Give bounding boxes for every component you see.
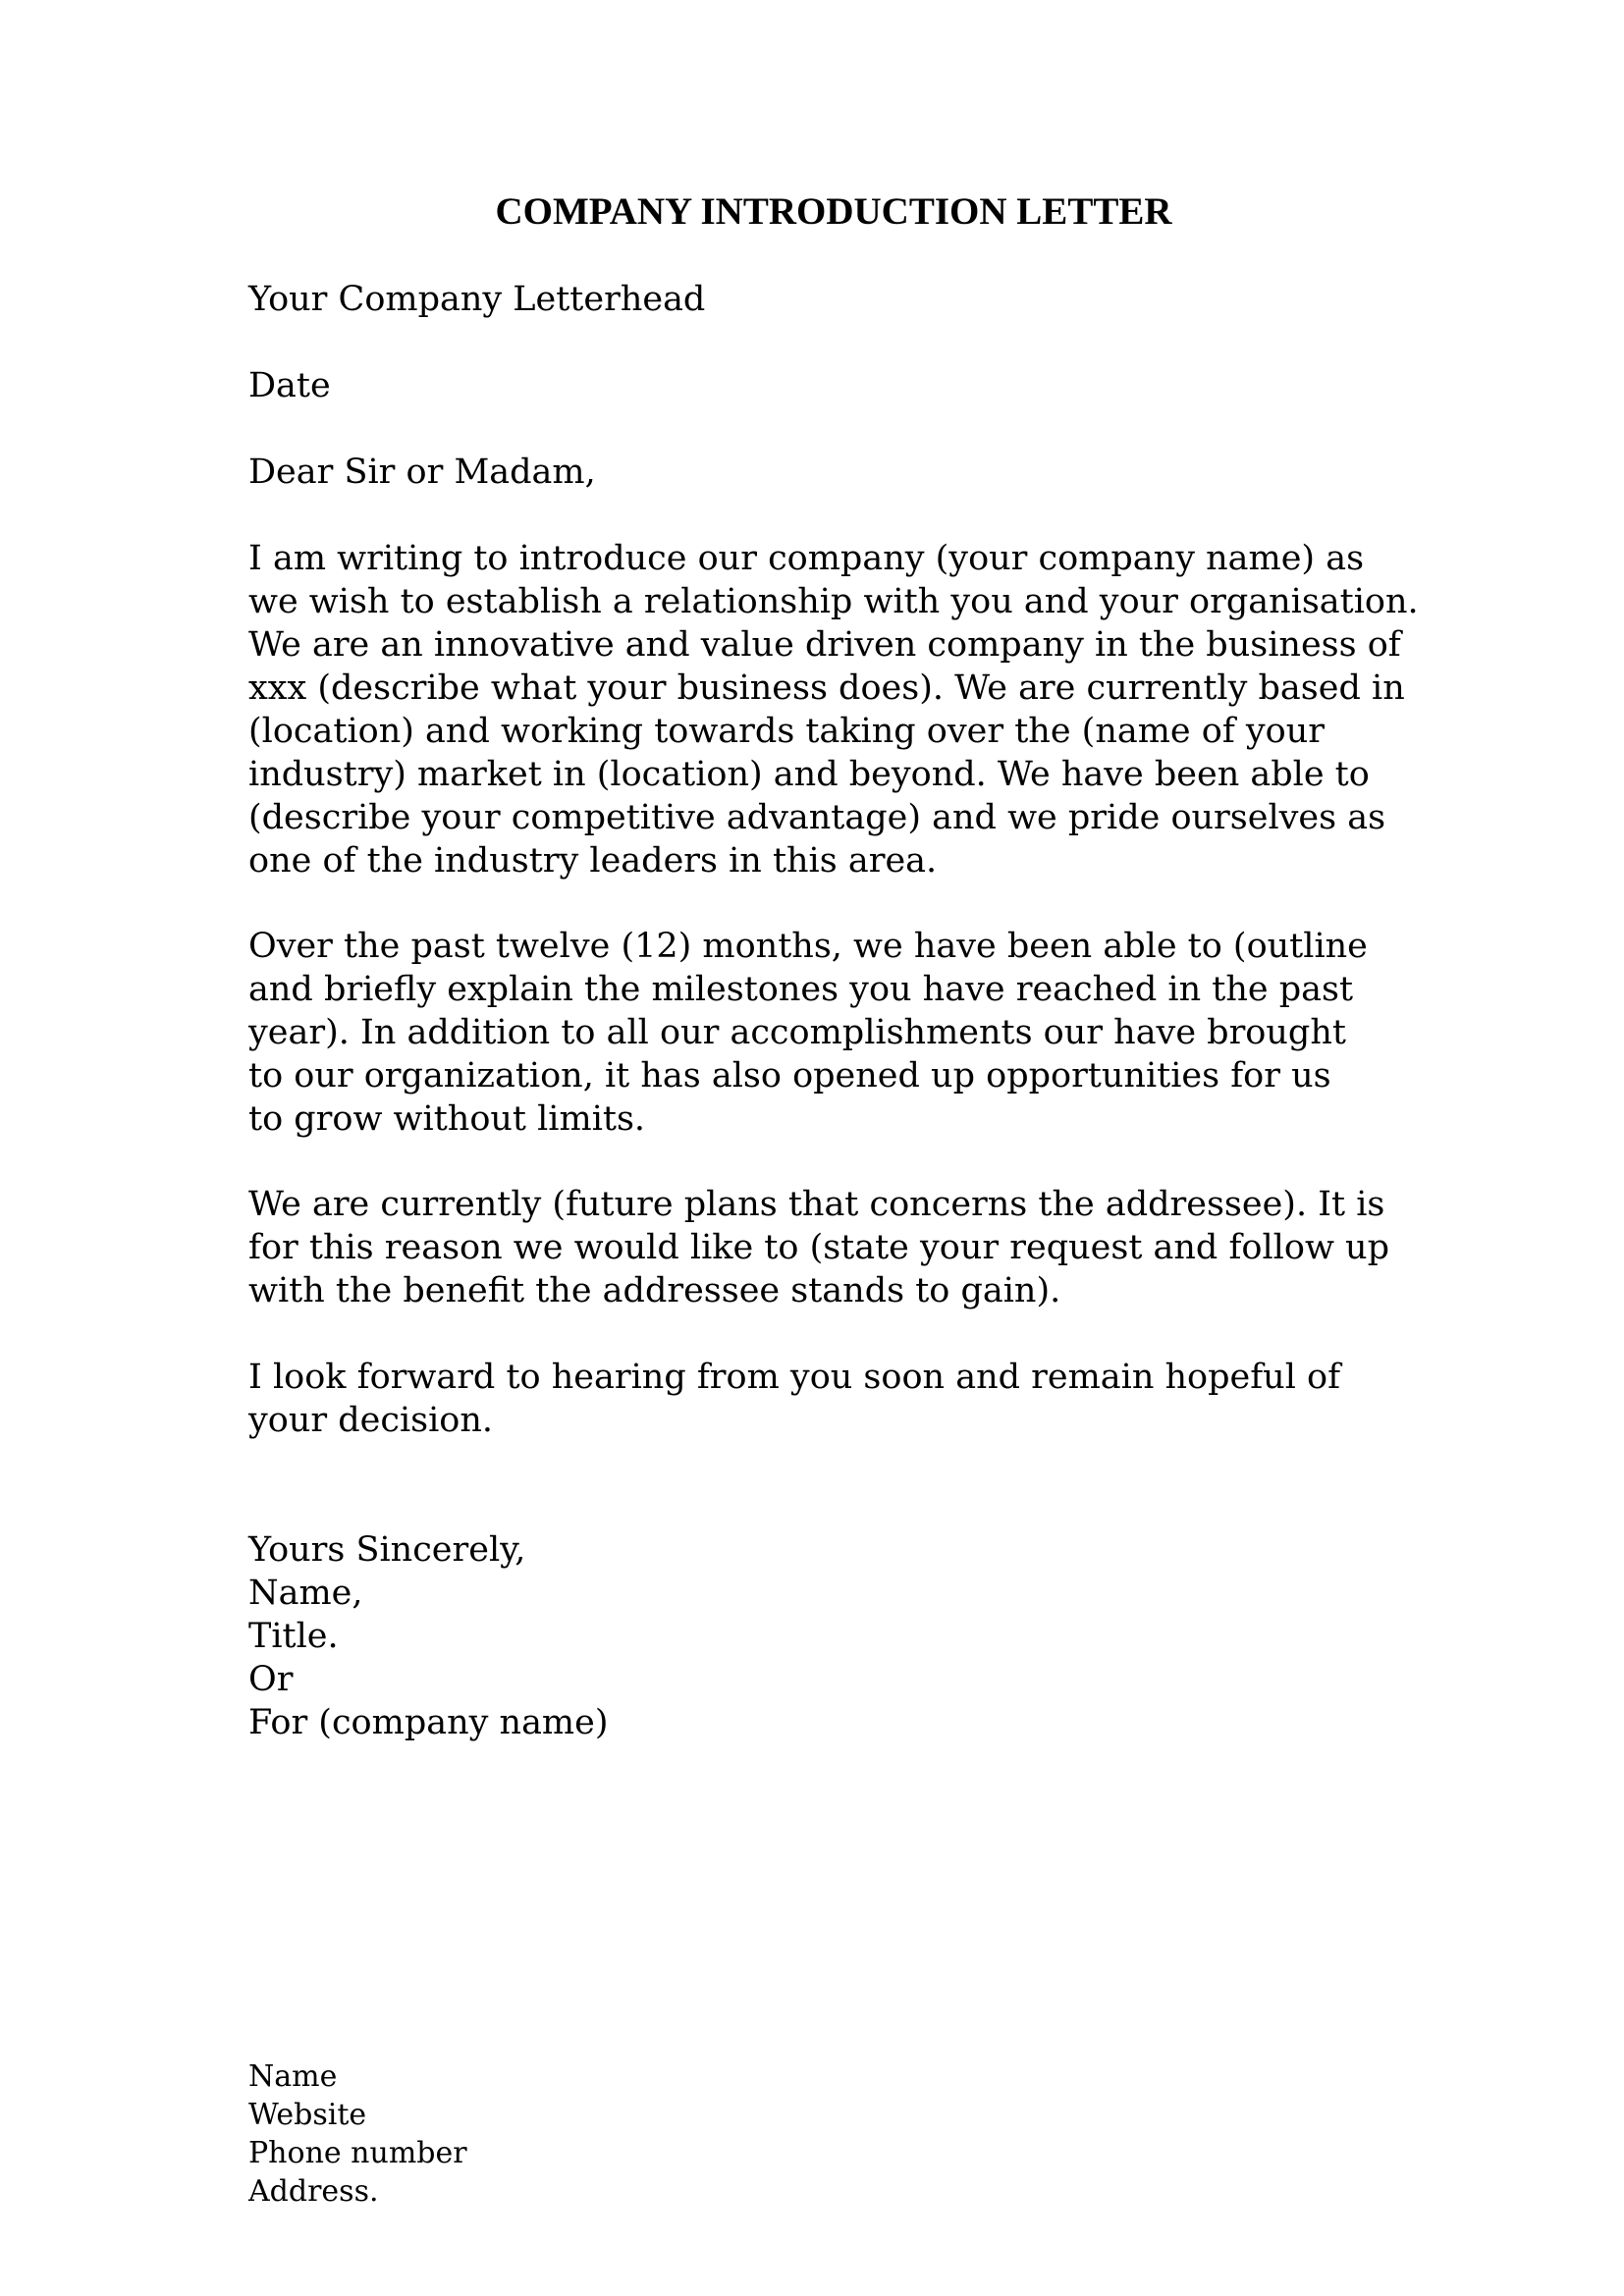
paragraph-line: Over the past twelve (12) months, we have been able to (outline [248, 927, 1368, 966]
signature-line: For (company name) [248, 1703, 609, 1742]
paragraph-line: for this reason we would like to (state your request and follow up [248, 1228, 1389, 1267]
request-paragraph [248, 1183, 1466, 1312]
paragraph-line: We are currently (future plans that concerns the addressee). It is [248, 1185, 1385, 1224]
paragraph-line: industry) market in (location) and beyond. We have been able to [248, 755, 1370, 794]
paragraph-line: your decision. [248, 1401, 494, 1440]
footer-line: Address. [248, 2174, 379, 2209]
signature-line: Name, [248, 1574, 363, 1613]
paragraph-line: to our organization, it has also opened up opportunities for us [248, 1056, 1331, 1095]
paragraph-line: (describe your competitive advantage) and we pride ourselves as [248, 798, 1386, 837]
signature-line: Title. [248, 1617, 339, 1656]
date-placeholder: Date [248, 366, 331, 405]
paragraph-line: year). In addition to all our accomplishments our have brought [248, 1013, 1346, 1052]
paragraph-line: We are an innovative and value driven company in the business of [248, 625, 1401, 665]
closing-paragraph [248, 1356, 1466, 1442]
letter-title: COMPANY INTRODUCTION LETTER [495, 190, 1172, 233]
paragraph-line: I look forward to hearing from you soon and remain hopeful of [248, 1358, 1341, 1397]
signature-line: Yours Sincerely, [248, 1530, 526, 1570]
salutation: Dear Sir or Madam, [248, 453, 596, 492]
paragraph-line: with the benefit the addressee stands to gain). [248, 1271, 1061, 1310]
footer-line: Website [248, 2098, 367, 2132]
footer-line: Phone number [248, 2136, 467, 2170]
paragraph-line: xxx (describe what your business does). We are currently based in [248, 668, 1405, 708]
footer-contact-block [248, 2057, 467, 2211]
milestones-paragraph [248, 925, 1466, 1141]
paragraph-line: we wish to establish a relationship with you and your organisation. [248, 582, 1419, 621]
paragraph-line: (location) and working towards taking over the (name of your [248, 712, 1326, 751]
paragraph-line: I am writing to introduce our company (your company name) as [248, 539, 1365, 578]
paragraph-line: one of the industry leaders in this area. [248, 841, 938, 881]
letterhead-placeholder: Your Company Letterhead [248, 280, 706, 319]
intro-paragraph [248, 537, 1466, 882]
paragraph-line: and briefly explain the milestones you have reached in the past [248, 970, 1354, 1009]
paragraph-line: to grow without limits. [248, 1099, 646, 1139]
footer-line: Name [248, 2059, 338, 2094]
signature-line: Or [248, 1660, 294, 1699]
signature-block [248, 1528, 1466, 1744]
